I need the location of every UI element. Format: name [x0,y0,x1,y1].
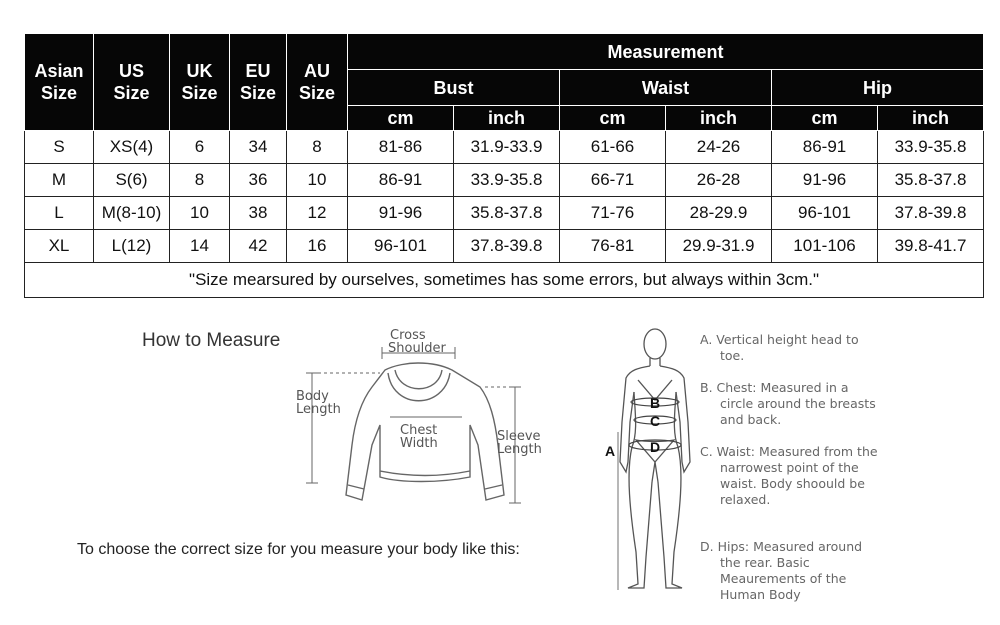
measurement-note: "Size mearsured by ourselves, sometimes has some errors, but always within 3cm." [25,263,984,298]
header-unit: inch [878,106,984,131]
table-cell: 96-101 [348,230,454,263]
table-row [25,197,984,230]
table-row [25,230,984,263]
table-cell: S(6) [94,164,170,197]
header-eu-size: EU Size [230,34,287,131]
table-cell: 36 [230,164,287,197]
table-cell: 42 [230,230,287,263]
label-body: Body [296,389,329,404]
how-to-measure-title: How to Measure [142,330,281,351]
label-width: Width [400,436,438,451]
legend-item-b: B. Chest: Measured in a circle around the breasts and back. [700,380,876,427]
table-cell: 37.8-39.8 [878,197,984,230]
legend-item-d: D. Hips: Measured around the rear. Basic Meaurements of the Human Body [700,539,863,602]
header-us-size: US Size [94,34,170,131]
table-note-row [25,263,984,298]
table-cell: 76-81 [560,230,666,263]
header-unit: cm [772,106,878,131]
sweater-diagram [290,325,550,515]
table-cell: 39.8-41.7 [878,230,984,263]
table-cell: L [25,197,94,230]
table-cell: 14 [170,230,230,263]
table-cell: 66-71 [560,164,666,197]
table-cell: 29.9-31.9 [666,230,772,263]
table-cell: 6 [170,131,230,164]
table-cell: 35.8-37.8 [454,197,560,230]
legend-item-a: A. Vertical height head to toe. [700,332,859,363]
label-sleeve-length: Length [497,442,542,457]
table-cell: 91-96 [348,197,454,230]
table-cell: 34 [230,131,287,164]
table-cell: M(8-10) [94,197,170,230]
header-waist: Waist [560,70,772,106]
header-unit: cm [560,106,666,131]
header-unit: inch [666,106,772,131]
table-cell: 81-86 [348,131,454,164]
table-cell: 91-96 [772,164,878,197]
marker-c: C [650,413,661,429]
table-cell: 96-101 [772,197,878,230]
table-cell: L(12) [94,230,170,263]
table-cell: 33.9-35.8 [454,164,560,197]
label-length: Length [296,402,341,417]
marker-d: D [650,439,661,455]
label-sleeve: Sleeve [497,429,541,444]
table-cell: 8 [287,131,348,164]
label-shoulder: Shoulder [388,341,446,356]
table-cell: M [25,164,94,197]
size-chart-table [24,33,984,298]
table-cell: 12 [287,197,348,230]
table-cell: 35.8-37.8 [878,164,984,197]
table-cell: XS(4) [94,131,170,164]
table-cell: 101-106 [772,230,878,263]
table-cell: 86-91 [348,164,454,197]
table-cell: 38 [230,197,287,230]
header-measurement: Measurement [348,34,984,70]
table-row [25,164,984,197]
table-cell: 37.8-39.8 [454,230,560,263]
legend-item-c: C. Waist: Measured from the narrowest point of the waist. Body shoould be relaxed. [700,444,878,507]
label-chest: Chest [400,423,438,438]
table-cell: 28-29.9 [666,197,772,230]
header-hip: Hip [772,70,984,106]
body-figure [598,322,698,592]
table-cell: 26-28 [666,164,772,197]
table-cell: XL [25,230,94,263]
table-cell: 8 [170,164,230,197]
table-cell: 71-76 [560,197,666,230]
header-uk-size: UK Size [170,34,230,131]
table-cell: S [25,131,94,164]
measure-instruction: To choose the correct size for you measure your body like this: [77,541,520,558]
header-unit: cm [348,106,454,131]
table-cell: 16 [287,230,348,263]
table-cell: 10 [287,164,348,197]
header-unit: inch [454,106,560,131]
table-cell: 10 [170,197,230,230]
label-cross: Cross [390,328,426,343]
table-cell: 86-91 [772,131,878,164]
header-au-size: AU Size [287,34,348,131]
header-bust: Bust [348,70,560,106]
table-cell: 24-26 [666,131,772,164]
table-cell: 33.9-35.8 [878,131,984,164]
marker-a: A [605,443,616,459]
table-cell: 61-66 [560,131,666,164]
table-cell: 31.9-33.9 [454,131,560,164]
marker-b: B [650,395,661,411]
table-row [25,131,984,164]
header-asian-size: Asian Size [25,34,94,131]
